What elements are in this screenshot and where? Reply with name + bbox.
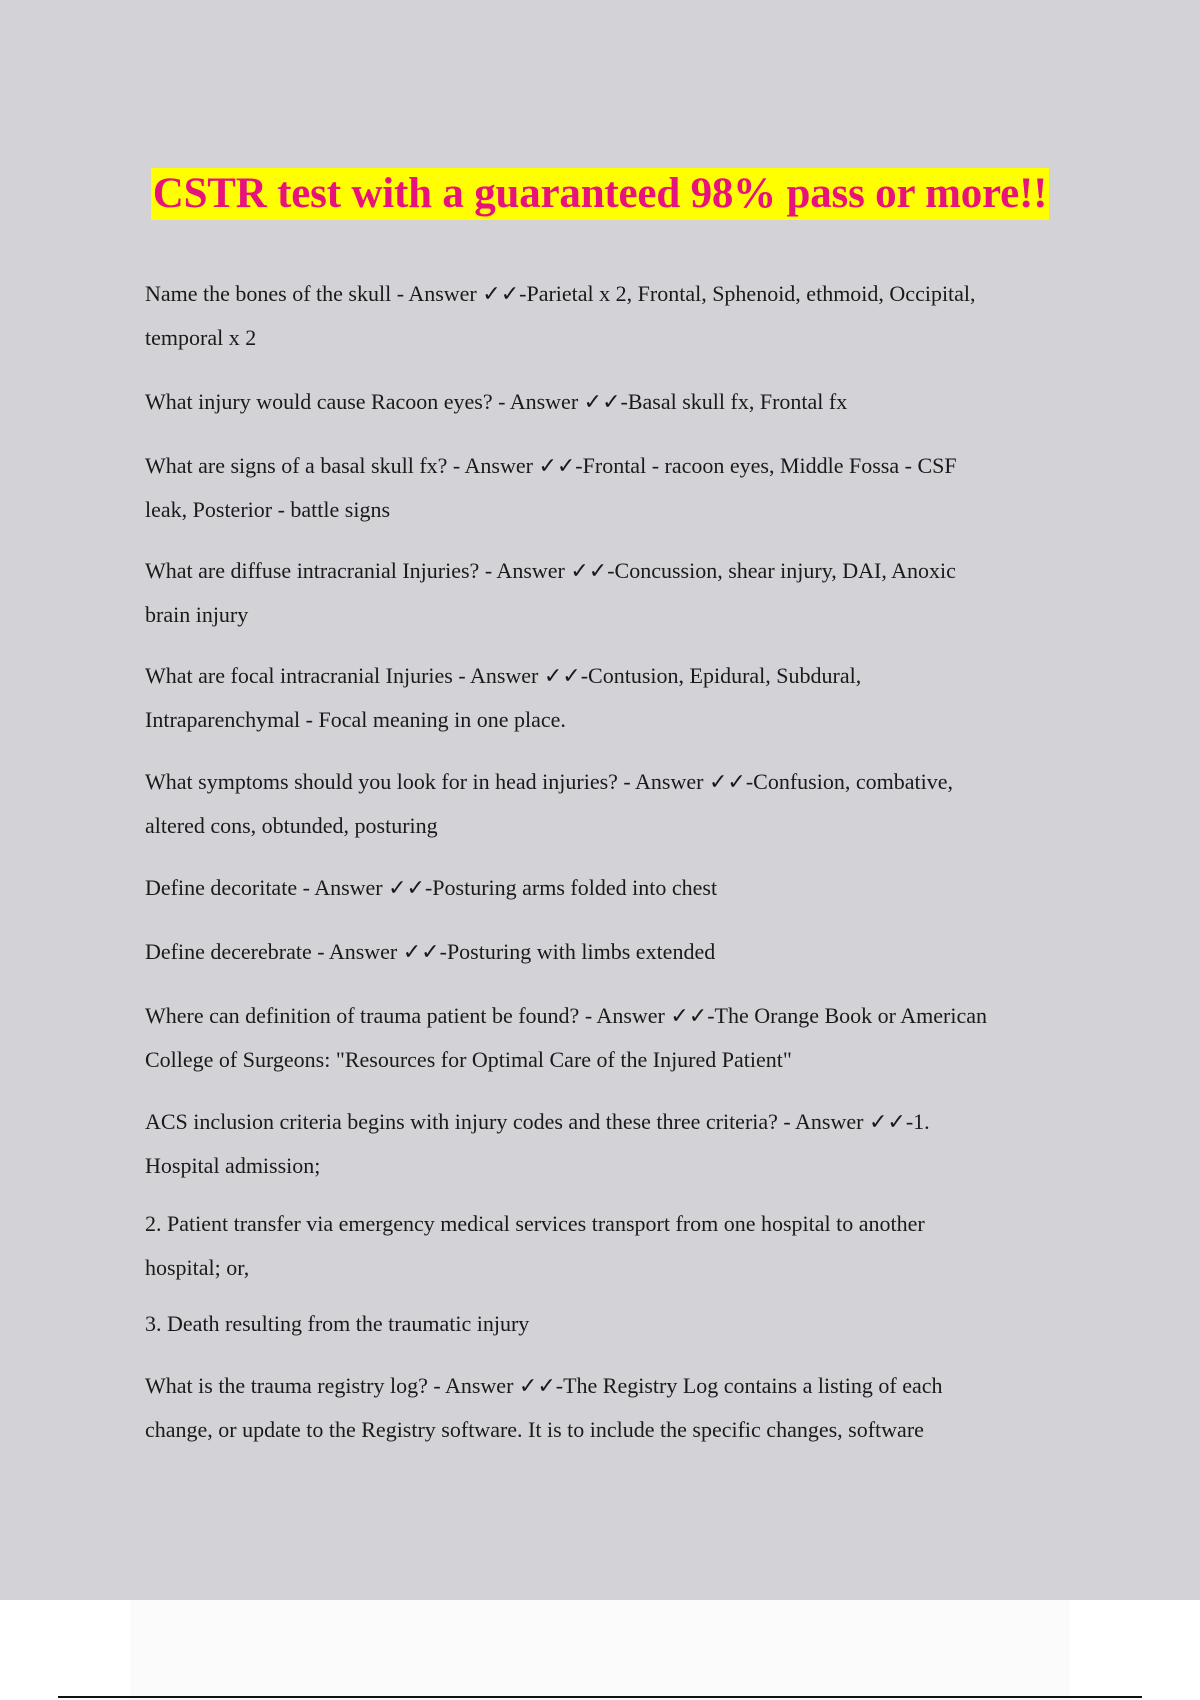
paragraph-line: Define decoritate - Answer ✓✓-Posturing arms folded into chest	[145, 875, 718, 900]
paragraph-line: leak, Posterior - battle signs	[145, 497, 391, 522]
paragraph-line: College of Surgeons: "Resources for Optimal Care of the Injured Patient"	[145, 1047, 792, 1072]
paragraph-line: ACS inclusion criteria begins with injury codes and these three criteria? - Answer ✓✓-1.	[145, 1109, 930, 1134]
qa-paragraph	[145, 760, 1080, 848]
paragraph-line: What are focal intracranial Injuries - Answer ✓✓-Contusion, Epidural, Subdural,	[145, 663, 862, 688]
qa-paragraph	[145, 654, 1080, 742]
paragraph-line: Where can definition of trauma patient be found? - Answer ✓✓-The Orange Book or American	[145, 1003, 988, 1028]
paragraph-line: 2. Patient transfer via emergency medical services transport from one hospital to another	[145, 1211, 925, 1236]
qa-paragraph	[145, 444, 1080, 532]
paragraph-line: hospital; or,	[145, 1255, 250, 1280]
paragraph-line: What are diffuse intracranial Injuries? - Answer ✓✓-Concussion, shear injury, DAI, Anoxic	[145, 558, 956, 583]
qa-paragraph	[145, 380, 1080, 424]
qa-paragraph	[145, 272, 1080, 360]
paragraph-line: What symptoms should you look for in head injuries? - Answer ✓✓-Confusion, combative,	[145, 769, 953, 794]
title-container	[0, 168, 1200, 220]
paragraph-line: What injury would cause Racoon eyes? - Answer ✓✓-Basal skull fx, Frontal fx	[145, 389, 848, 414]
qa-paragraph	[145, 1100, 1080, 1188]
qa-paragraph	[145, 1364, 1080, 1452]
page-divider	[58, 1696, 1142, 1698]
paragraph-line: What is the trauma registry log? - Answer ✓✓-The Registry Log contains a listing of each	[145, 1373, 943, 1398]
next-page-area	[130, 1600, 1070, 1700]
qa-paragraph	[145, 930, 1080, 974]
paragraph-line: Name the bones of the skull - Answer ✓✓-Parietal x 2, Frontal, Sphenoid, ethmoid, Occipital,	[145, 281, 976, 306]
paragraph-line: 3. Death resulting from the traumatic injury	[145, 1311, 530, 1336]
paragraph-line: Define decerebrate - Answer ✓✓-Posturing with limbs extended	[145, 939, 716, 964]
paragraph-line: brain injury	[145, 602, 249, 627]
paragraph-line: change, or update to the Registry software. It is to include the specific changes, software	[145, 1417, 924, 1442]
qa-paragraph	[145, 549, 1080, 637]
paragraph-line: Hospital admission;	[145, 1153, 321, 1178]
qa-paragraph	[145, 1302, 1080, 1346]
qa-content	[145, 272, 1080, 1452]
qa-paragraph	[145, 994, 1080, 1082]
paragraph-line: Intraparenchymal - Focal meaning in one place.	[145, 707, 566, 732]
paragraph-line: What are signs of a basal skull fx? - Answer ✓✓-Frontal - racoon eyes, Middle Fossa - CSF	[145, 453, 957, 478]
qa-paragraph	[145, 1202, 1080, 1290]
qa-paragraph	[145, 866, 1080, 910]
paragraph-line: temporal x 2	[145, 325, 257, 350]
paragraph-line: altered cons, obtunded, posturing	[145, 813, 438, 838]
document-title: CSTR test with a guaranteed 98% pass or more!!	[151, 168, 1050, 220]
